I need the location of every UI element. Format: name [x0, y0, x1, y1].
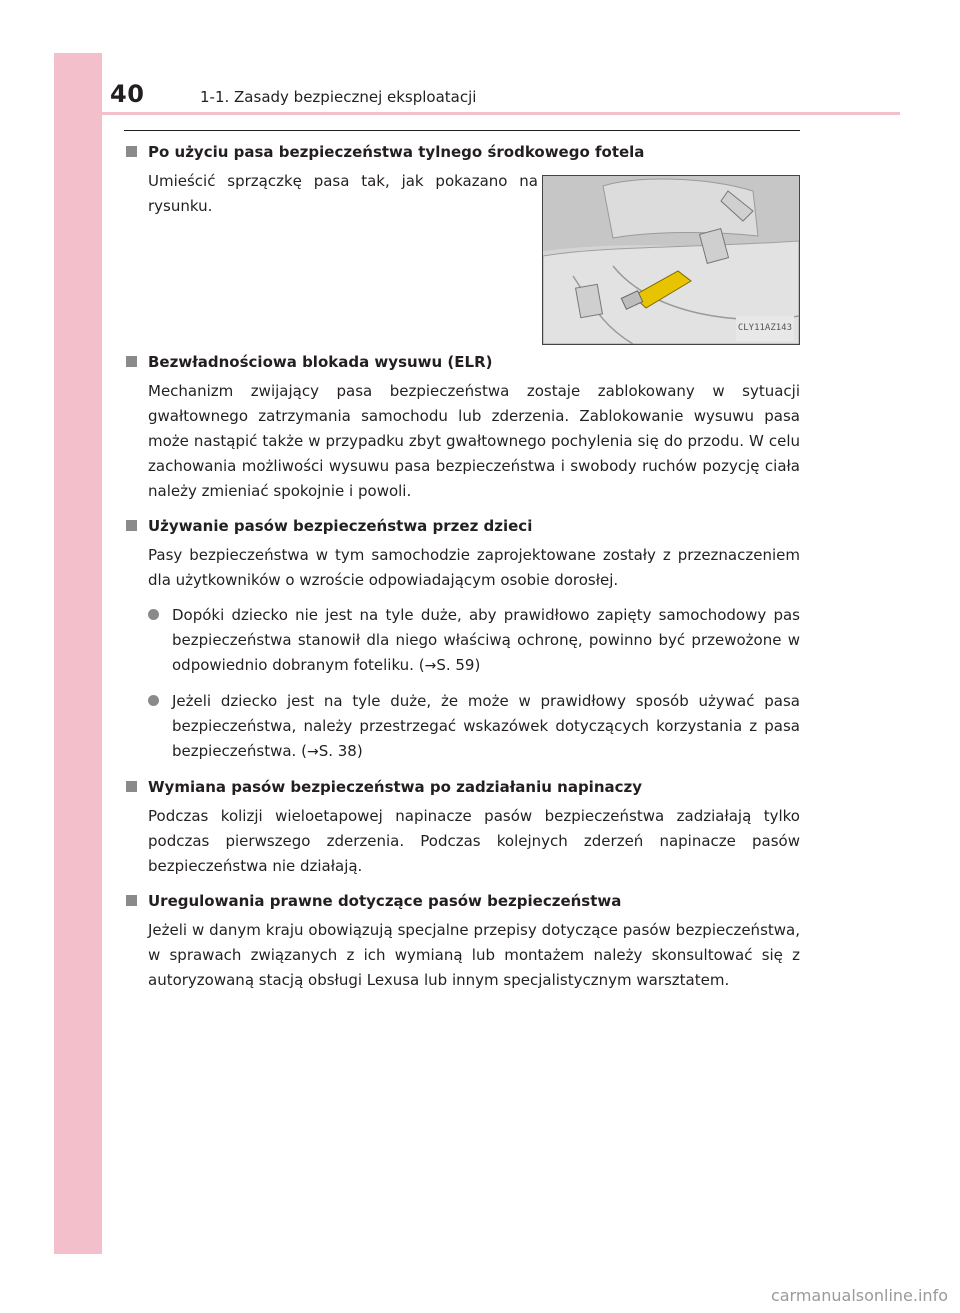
round-bullet-icon: [148, 695, 159, 706]
square-bullet-icon: [126, 146, 137, 157]
square-bullet-icon: [126, 781, 137, 792]
bullet-text: Jeżeli dziecko jest na tyle duże, że może w prawidłowy sposób używać pasa bezpieczeństwa, należy przestrzegać wskazówek dotyczących korzystania z pasa bezpieczeństwa. (: [172, 692, 800, 760]
section-heading: [124, 775, 800, 800]
square-bullet-icon: [126, 356, 137, 367]
section-regulations: [124, 889, 800, 993]
section-text: Jeżeli w danym kraju obowiązują specjalne przepisy dotyczące pasów bezpieczeństwa, w sprawach związanych z ich wymianą lub montażem należy skonsultować się z autoryzowaną stacją obsługi Lexusa lub innym specjalistycznym warsztatem.: [148, 921, 800, 989]
page-number: 40: [110, 80, 145, 108]
list-item: [124, 603, 800, 679]
arrow-icon: →: [306, 744, 319, 760]
section-heading: [124, 140, 800, 165]
section-pretensioners: [124, 775, 800, 879]
page-ref-link[interactable]: S. 38): [318, 742, 363, 760]
side-bar: [54, 53, 102, 1254]
section-text: Podczas kolizji wieloetapowej napinacze pasów bezpieczeństwa zadziałają tylko podczas pierwszego zderzenia. Podczas kolejnych zderzeń napinacze pasów bezpieczeństwa nie działają.: [148, 807, 800, 875]
seat-belt-illustration: [542, 175, 800, 345]
heading-text: Używanie pasów bezpieczeństwa przez dzieci: [148, 517, 533, 535]
heading-text: Uregulowania prawne dotyczące pasów bezpieczeństwa: [148, 892, 622, 910]
heading-text: Wymiana pasów bezpieczeństwa po zadziałaniu napinaczy: [148, 778, 643, 796]
header-rule: [102, 112, 900, 115]
section-rear-center-belt: [124, 140, 800, 350]
square-bullet-icon: [126, 520, 137, 531]
section-elr: [124, 350, 800, 504]
section-title: 1-1. Zasady bezpiecznej eksploatacji: [200, 88, 477, 106]
content: [124, 140, 800, 1003]
section-heading: [124, 889, 800, 914]
section-children: [124, 514, 800, 765]
figure-code: CLY11AZ143: [736, 316, 794, 341]
page-ref-link[interactable]: S. 59): [436, 656, 481, 674]
heading-text: Po użyciu pasa bezpieczeństwa tylnego środkowego fotela: [148, 143, 645, 161]
round-bullet-icon: [148, 609, 159, 620]
arrow-icon: →: [424, 658, 437, 674]
section-text: Umieścić sprzączkę pasa tak, jak pokazano na rysunku.: [148, 172, 538, 215]
content-rule: [124, 130, 800, 131]
section-text: Pasy bezpieczeństwa w tym samochodzie zaprojektowane zostały z przeznaczeniem dla użytkowników o wzroście odpowiadającym osobie dorosłej.: [148, 546, 800, 589]
square-bullet-icon: [126, 895, 137, 906]
section-heading: [124, 350, 800, 375]
section-heading: [124, 514, 800, 539]
section-text: Mechanizm zwijający pasa bezpieczeństwa zostaje zablokowany w sytuacji gwałtownego zatrzymania samochodu lub zderzenia. Zablokowanie wysuwu pasa może nastąpić także w przypadku zbyt gwałtownego pochylenia się do przodu. W celu zachowania możliwości wysuwu pasa bezpieczeństwa i swobody ruchów pozycję ciała należy zmieniać spokojnie i powoli.: [148, 382, 800, 500]
bullet-text: Dopóki dziecko nie jest na tyle duże, aby prawidłowo zapięty samochodowy pas bezpieczeństwa stanowił dla niego właściwą ochronę, powinno być przewożone w odpowiednio dobranym foteliku. (: [172, 606, 800, 674]
footer-watermark: carmanualsonline.info: [770, 1286, 948, 1305]
list-item: [124, 689, 800, 765]
heading-text: Bezwładnościowa blokada wysuwu (ELR): [148, 353, 493, 371]
